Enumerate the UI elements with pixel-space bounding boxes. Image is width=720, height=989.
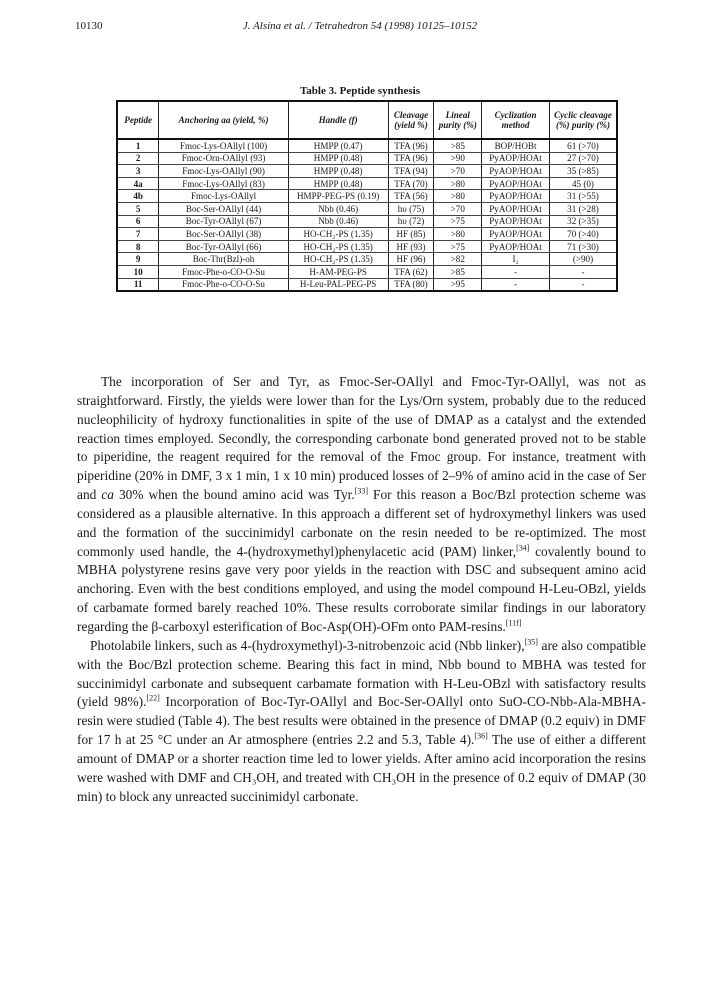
table-cell: >90 xyxy=(434,152,482,165)
paragraph-photolabile-linkers xyxy=(77,637,646,807)
peptide-id-cell: 3 xyxy=(117,165,159,178)
table-cell: HMPP (0.47) xyxy=(288,139,388,152)
table-cell: HO-CH₂-PS (1.35) xyxy=(288,228,388,241)
table-cell: HMPP-PEG-PS (0.19) xyxy=(288,190,388,203)
table-cell: PyAOP/HOAt xyxy=(482,165,550,178)
table-cell: Fmoc-Phe-o-CO-O-Su xyxy=(159,265,288,278)
table-cell: 45 (0) xyxy=(549,177,617,190)
table-cell: TFA (96) xyxy=(388,152,434,165)
table-cell: HF (85) xyxy=(388,228,434,241)
peptide-id-cell: 10 xyxy=(117,265,159,278)
table-row xyxy=(117,265,617,278)
table-cell: hυ (72) xyxy=(388,215,434,228)
peptide-id-cell: 2 xyxy=(117,152,159,165)
table-cell: 71 (>30) xyxy=(549,240,617,253)
peptide-id-cell: 1 xyxy=(117,139,159,152)
table-cell: HMPP (0.48) xyxy=(288,177,388,190)
citation-ref: [22] xyxy=(146,693,160,703)
table-cell: >80 xyxy=(434,190,482,203)
text-run: are also compatible with the Boc/Bzl protection scheme. Bearing this fact in mind, Nbb bound to MBHA was tested for succinimidyl carbonate and subsequent carbamate formation with H-Leu-OBzl with satisfactory results (yield 98%). xyxy=(77,637,647,710)
header-cleavage: Cleavage (yield %) xyxy=(388,101,434,139)
table-body xyxy=(117,139,617,291)
table-cell: HO-CH₂-PS (1.35) xyxy=(288,253,388,266)
peptide-id-cell: 4a xyxy=(117,177,159,190)
text-run: The incorporation of Ser and Tyr, as Fmoc-Ser-OAllyl and Fmoc-Tyr-OAllyl, was not as straightforward. Firstly, the yields were lower than for the Lys/Orn system, probably due to the reduced nucleophilicity of hydroxy functionalities in spite of the use of DMAP as a catalyst and the extended reaction times employed. Secondly, the corresponding carbonate bond generated proved not to be stable to piperidine, the reagent required for the removal of the Fmoc group. For instance, treatment with piperidine (20% in DMF, 3 x 1 min, 1 x 10 min) produced losses of 2–9% of amino acid in the case of Ser and xyxy=(77,374,646,503)
table-cell: Nbb (0.46) xyxy=(288,215,388,228)
table-cell: HO-CH₂-PS (1.35) xyxy=(288,240,388,253)
table-cell: PyAOP/HOAt xyxy=(482,228,550,241)
table-cell: 70 (>40) xyxy=(549,228,617,241)
table-cell: 32 (>35) xyxy=(549,215,617,228)
table-row xyxy=(117,165,617,178)
table-cell: PyAOP/HOAt xyxy=(482,177,550,190)
table-cell: - xyxy=(482,278,550,291)
table-cell: - xyxy=(549,278,617,291)
table-cell: TFA (96) xyxy=(388,139,434,152)
table-cell: Nbb (0.46) xyxy=(288,202,388,215)
table-cell: >80 xyxy=(434,177,482,190)
table-cell: HF (96) xyxy=(388,253,434,266)
table-cell: Fmoc-Lys-OAllyl (83) xyxy=(159,177,288,190)
table-cell: TFA (70) xyxy=(388,177,434,190)
table-cell: TFA (62) xyxy=(388,265,434,278)
table-cell: - xyxy=(482,265,550,278)
table-header-row xyxy=(117,101,617,139)
table-cell: HMPP (0.48) xyxy=(288,165,388,178)
table-row xyxy=(117,215,617,228)
table-cell: PyAOP/HOAt xyxy=(482,190,550,203)
text-run: Photolabile linkers, such as 4-(hydroxymethyl)-3-nitrobenzoic acid (Nbb linker), xyxy=(90,637,525,653)
table-cell: BOP/HOBt xyxy=(482,139,550,152)
table-cell: Fmoc-Lys-OAllyl xyxy=(159,190,288,203)
table-cell: 35 (>85) xyxy=(549,165,617,178)
table-cell: 61 (>70) xyxy=(549,139,617,152)
peptide-id-cell: 8 xyxy=(117,240,159,253)
text-run: Incorporation of Boc-Tyr-OAllyl and Boc-Ser-OAllyl onto SuO-CO-Nbb-Ala-MBHA-resin were studied (Table 4). The best results were obtained in the presence of DMAP (0.2 equiv) in DMF for 17 h at 25 °C under an Ar atmosphere (entries 2.2 and 5.3, Table 4). xyxy=(77,694,646,748)
peptide-id-cell: 4b xyxy=(117,190,159,203)
table-row xyxy=(117,190,617,203)
table-cell: Boc-Ser-OAllyl (38) xyxy=(159,228,288,241)
citation-ref: [36] xyxy=(474,731,488,741)
header-handle: Handle (f) xyxy=(288,101,388,139)
table-cell: Fmoc-Phe-o-CO-O-Su xyxy=(159,278,288,291)
text-run-italic: ca xyxy=(101,487,114,503)
table-row xyxy=(117,253,617,266)
citation-ref: [34] xyxy=(516,543,530,553)
header-cyclic-cleavage: Cyclic cleavage (%) purity (%) xyxy=(549,101,617,139)
citation-ref: [11f] xyxy=(505,618,522,628)
peptide-id-cell: 9 xyxy=(117,253,159,266)
table-cell: >85 xyxy=(434,139,482,152)
peptide-synthesis-table xyxy=(116,100,618,292)
table-row xyxy=(117,240,617,253)
table-cell: Boc-Thr(Bzl)-oh xyxy=(159,253,288,266)
table-cell: >70 xyxy=(434,165,482,178)
table-cell: - xyxy=(549,265,617,278)
table-cell: PyAOP/HOAt xyxy=(482,152,550,165)
text-run: 30% when the bound amino acid was Tyr. xyxy=(113,487,355,503)
table-row xyxy=(117,139,617,152)
table-row xyxy=(117,152,617,165)
table-row xyxy=(117,177,617,190)
header-anchoring-aa: Anchoring aa (yield, %) xyxy=(159,101,288,139)
table-cell: >80 xyxy=(434,228,482,241)
table-cell: >70 xyxy=(434,202,482,215)
body-text xyxy=(77,373,646,806)
table-cell: >85 xyxy=(434,265,482,278)
paragraph-ser-tyr xyxy=(77,373,646,637)
table-cell: PyAOP/HOAt xyxy=(482,240,550,253)
table-cell: HF (93) xyxy=(388,240,434,253)
citation-ref: [35] xyxy=(524,637,538,647)
table-cell: H-AM-PEG-PS xyxy=(288,265,388,278)
table-cell: Boc-Ser-OAllyl (44) xyxy=(159,202,288,215)
table-cell: 31 (>28) xyxy=(549,202,617,215)
text-run: The use of either a different amount of DMAP or a shorter reaction time led to lower yields. After amino acid incorporation the resins were washed with DMF and CH₃OH, and treated with CH₃OH in the presence of 0.2 equiv of DMAP (30 min) to block any unreacted succinimidyl carbonate. xyxy=(77,732,646,804)
header-peptide: Peptide xyxy=(117,101,159,139)
table-cell: Fmoc-Lys-OAllyl (90) xyxy=(159,165,288,178)
table-row xyxy=(117,202,617,215)
table-cell: >95 xyxy=(434,278,482,291)
text-run: For this reason a Boc/Bzl protection scheme was considered as a plausible alternative. In this approach a different set of hydroxymethyl linkers was used and the formation of the succinimidyl carbonate on the resin needed to be re-optimized. The most commonly used handle, the 4-(hydroxymethyl)phenylacetic acid (PAM) linker, xyxy=(77,487,647,559)
running-head: J. Alsina et al. / Tetrahedron 54 (1998) 10125–10152 xyxy=(242,20,478,32)
table-cell: >75 xyxy=(434,215,482,228)
peptide-id-cell: 6 xyxy=(117,215,159,228)
table-row xyxy=(117,278,617,291)
peptide-id-cell: 11 xyxy=(117,278,159,291)
header-lineal-purity: Lineal purity (%) xyxy=(434,101,482,139)
table-cell: 31 (>55) xyxy=(549,190,617,203)
table-cell: PyAOP/HOAt xyxy=(482,215,550,228)
table-cell: (>90) xyxy=(549,253,617,266)
page-number: 10130 xyxy=(75,20,103,32)
table-cell: Fmoc-Orn-OAllyl (93) xyxy=(159,152,288,165)
table-cell: 27 (>70) xyxy=(549,152,617,165)
peptide-id-cell: 7 xyxy=(117,228,159,241)
peptide-id-cell: 5 xyxy=(117,202,159,215)
citation-ref: [33] xyxy=(354,486,369,496)
header-cyclization-method: Cyclization method xyxy=(482,101,550,139)
table-cell: Boc-Tyr-OAllyl (66) xyxy=(159,240,288,253)
table-cell: Fmoc-Lys-OAllyl (100) xyxy=(159,139,288,152)
table-cell: I₂ xyxy=(482,253,550,266)
table-cell: TFA (94) xyxy=(388,165,434,178)
table-cell: TFA (80) xyxy=(388,278,434,291)
table-cell: Boc-Tyr-OAllyl (67) xyxy=(159,215,288,228)
table-cell: H-Leu-PAL-PEG-PS xyxy=(288,278,388,291)
table-row xyxy=(117,228,617,241)
table-cell: >82 xyxy=(434,253,482,266)
table-cell: >75 xyxy=(434,240,482,253)
table-cell: TFA (56) xyxy=(388,190,434,203)
table-cell: HMPP (0.48) xyxy=(288,152,388,165)
table-caption: Table 3. Peptide synthesis xyxy=(299,85,420,97)
table-cell: PyAOP/HOAt xyxy=(482,202,550,215)
table-cell: hυ (75) xyxy=(388,202,434,215)
text-run: covalently bound to MBHA polystyrene resins gave very poor yields in the reaction with DSC and subsequent amino acid anchoring. Even with the best conditions employed, and using the model compound H-Leu-OBzl, yields of carbamate formed barely reached 10%. These results corroborate similar findings in our laboratory regarding the β-carboxyl esterification of Boc-Asp(OH)-OFm onto PAM-resins. xyxy=(77,543,646,634)
